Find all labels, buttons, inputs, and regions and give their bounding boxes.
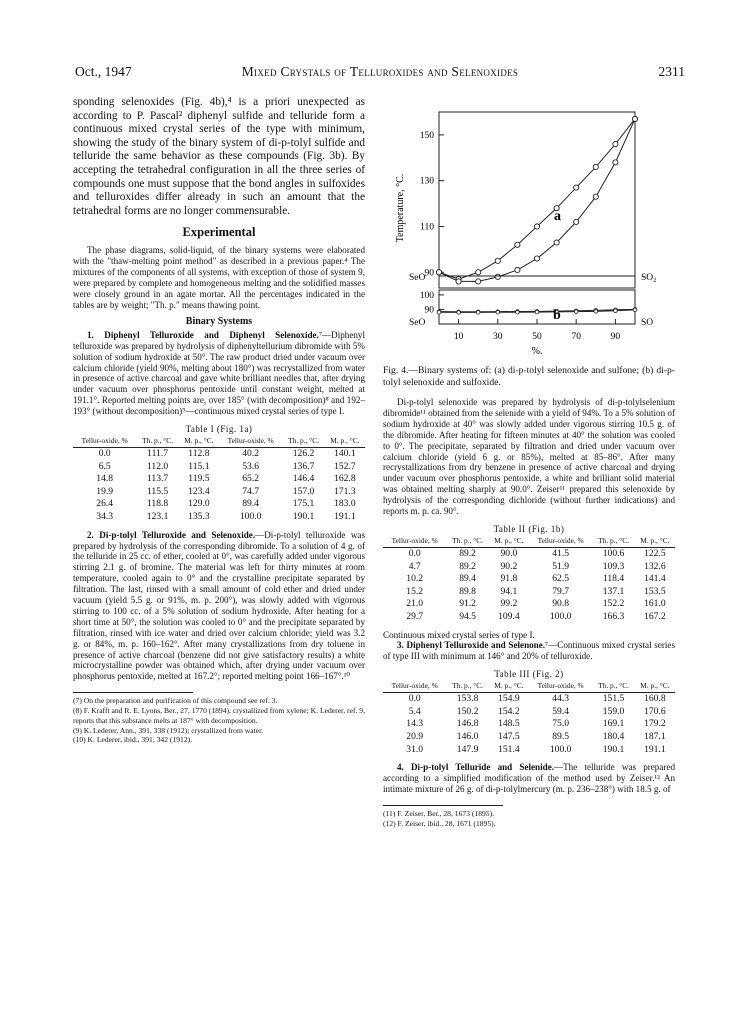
table-row [383, 718, 675, 731]
table-cell: 44.3 [552, 693, 570, 705]
table-cell: 146.0 [456, 731, 479, 743]
table-cell: 51.9 [552, 560, 570, 572]
table-header-row [383, 537, 675, 548]
table-row [383, 586, 675, 599]
data-point [516, 310, 520, 314]
data-point [574, 185, 579, 190]
table-row [383, 561, 675, 574]
data-point [534, 256, 539, 261]
table-3-caption: Table III (Fig. 2) [494, 669, 564, 680]
table-cell: 147.9 [456, 743, 479, 755]
table-cell: 10.2 [406, 573, 424, 585]
footnote: (9) K. Lederer, Ann., 391, 338 (1912); crystallized from water. [73, 725, 264, 735]
page-number: 2311 [658, 64, 685, 79]
data-point [535, 310, 539, 314]
table-cell: 183.0 [334, 498, 356, 510]
table-2-note: Continuous mixed crystal series of type I. [383, 629, 535, 640]
table-cell: 89.2 [459, 547, 476, 559]
table-cell: 112.8 [188, 448, 210, 460]
table-cell: 136.7 [292, 460, 315, 472]
footnote: (11) F. Zeiser, Ber., 28, 1673 (1895). [383, 808, 495, 818]
section-1 [73, 330, 365, 417]
header-title: Mixed Crystals of Telluroxides and Selenoxides [241, 64, 519, 79]
x-tick-label: 10 [453, 332, 464, 342]
column-header: Th. p., °C. [592, 682, 634, 693]
data-point [437, 310, 441, 314]
table-cell: 19.9 [96, 485, 114, 497]
data-point [593, 164, 598, 169]
data-point [632, 116, 637, 121]
table-cell: 118.4 [602, 573, 625, 585]
column-header: Th. p., °C. [592, 537, 634, 548]
section-4-body: —The telluride was prepared according to a simplified modification of the method used by Zeiser.¹² An intimate mixture of 26 g. of di-p-tolylmercury (m. p. 236–238°) with 18.5 g. of [383, 762, 675, 795]
table-cell: 0.0 [98, 448, 111, 460]
table-cell: 152.7 [334, 460, 356, 472]
table-cell: 90.2 [500, 560, 518, 572]
data-point [534, 224, 539, 229]
table-cell: 26.4 [96, 498, 114, 510]
data-point [574, 219, 579, 224]
table-cell: 65.2 [242, 473, 260, 485]
table-row [73, 448, 365, 461]
table-cell: 153.5 [644, 585, 666, 597]
x-tick-label: 90 [610, 332, 621, 342]
table-cell: 154.9 [498, 693, 520, 705]
table-cell: 141.4 [644, 573, 666, 585]
x-tick-label: 30 [493, 332, 503, 342]
right-column [383, 96, 675, 829]
table-cell: 34.3 [96, 511, 114, 522]
table-cell: 79.7 [552, 585, 570, 597]
table-row [73, 498, 365, 511]
table-cell: 175.1 [292, 498, 315, 510]
table-cell: 90.8 [552, 598, 570, 610]
section-1-title: 1. Diphenyl Telluroxide and Diphenyl Selenoxide. [87, 329, 319, 340]
y-tick-label: 110 [420, 222, 434, 233]
figure-caption: Fig. 4.—Binary systems of: (a) di-p-tolyl selenoxide and sulfone; (b) di-p-tolyl selenoxide and sulfoxide. [383, 365, 675, 388]
table-cell: 169.1 [602, 718, 625, 730]
table-header-row [73, 437, 365, 448]
table-cell: 153.8 [456, 693, 479, 705]
y-tick-label: 100 [419, 290, 434, 301]
data-point [593, 194, 598, 199]
table-cell: 89.2 [459, 560, 476, 572]
table-cell: 111.7 [147, 448, 169, 460]
table-cell: 89.4 [242, 498, 260, 510]
table-cell: 157.0 [292, 485, 315, 497]
table-row [73, 486, 365, 499]
table-cell: 160.8 [644, 693, 666, 705]
section-4 [383, 762, 675, 795]
selenoxide-paragraph: Di-p-tolyl selenoxide was prepared by hydrolysis of di-p-tolylselenium dibromide¹¹ obtained from the selenide with a yield of 94%. To a 5% solution of sodium hydroxide at 40° was slowly added under vigorous stirring 10.5 g. of the dibromide. After heating for fifteen minutes at 40° the solution was cooled to 0°. The precipitate, separated by filtration and dried under vacuum over calcium chloride (yield 6 g. or 85%), melted at 85–86°. After many recrystallizations from dry benzene in presence of active charcoal and drying under vacuum over phosphorus pentoxide, a white and brilliant solid material was obtained melting sharply at 90.0°. Zeiser¹¹ prepared this selenoxide by hydrolysis of the corresponding dichloride (without further indications) and reports m. p. ca. 90°. [383, 397, 675, 517]
table-cell: 152.2 [602, 598, 625, 610]
table-cell: 40.2 [242, 448, 260, 460]
table-cell: 100.6 [602, 547, 625, 559]
table-1-caption: Table I (Fig. 1a) [185, 424, 253, 435]
label-seo-bottom: SeO [409, 318, 426, 328]
table-cell: 99.2 [500, 598, 518, 610]
label-so: SO [641, 318, 654, 328]
table-row [383, 598, 675, 611]
table-cell: 109.3 [602, 560, 625, 572]
data-point [476, 311, 480, 315]
section-1-ref: ⁷— [318, 329, 332, 340]
table-cell: 191.1 [334, 511, 356, 522]
table-cell: 90.0 [500, 547, 518, 559]
table-cell: 62.5 [552, 573, 570, 585]
table-cell: 150.2 [456, 705, 479, 717]
table-cell: 123.4 [188, 485, 210, 497]
column-header: M. p., °C. [635, 537, 675, 548]
table-cell: 14.8 [96, 473, 114, 485]
footnote-rule [73, 692, 193, 693]
column-header: Tellur-oxide, % [529, 537, 592, 548]
table-cell: 91.2 [459, 598, 476, 610]
data-point [476, 270, 481, 275]
table-cell: 94.5 [459, 610, 476, 622]
section-4-title: 4. Di-p-tolyl Telluride and Selenide. [397, 762, 555, 773]
header-date: Oct., 1947 [75, 64, 132, 79]
table-cell: 132.6 [644, 560, 666, 572]
table-cell: 162.8 [334, 473, 356, 485]
footnote-rule [383, 805, 503, 806]
x-tick-label: 70 [571, 332, 581, 342]
column-header: M. p., °C. [489, 537, 529, 548]
label-curve-b: b [553, 308, 561, 323]
table-cell: 74.7 [242, 485, 260, 497]
section-3 [383, 640, 675, 662]
y-tick-label: 150 [419, 130, 434, 141]
table-cell: 166.3 [602, 610, 625, 622]
x-ticks [454, 319, 621, 342]
column-header: M. p., °C. [489, 682, 529, 693]
table-cell: 146.4 [292, 473, 315, 485]
table-cell: 14.3 [406, 718, 424, 730]
footnotes-right [383, 809, 675, 829]
footnote: (10) K. Lederer, ibid., 391, 342 (1912). [73, 735, 193, 745]
table-cell: 91.8 [500, 573, 518, 585]
data-point [613, 160, 618, 165]
table-cell: 129.0 [188, 498, 210, 510]
table-cell: 119.5 [188, 473, 210, 485]
table-cell: 171.3 [334, 485, 356, 497]
table-cell: 170.6 [644, 705, 666, 717]
table-cell: 59.4 [552, 705, 570, 717]
column-header: Th. p., °C. [282, 437, 324, 448]
table-cell: 0.0 [408, 547, 421, 559]
table-cell: 115.5 [146, 485, 169, 497]
table-row [383, 611, 675, 624]
data-point [594, 310, 598, 314]
data-point [457, 311, 461, 315]
experimental-paragraph: The phase diagrams, solid-liquid, of the binary systems were elaborated with the "thaw-melting point method" as described in a previous paper.⁴ The mixtures of the components of all systems, with exception of those of system 9, were prepared by complete and homogeneous melting and the solidified masses were closely ground in an agate mortar. All the percentages indicated in the tables are by weight; "Th. p." means thawing point. [73, 245, 365, 310]
table-cell: 147.5 [498, 731, 520, 743]
table-cell: 151.5 [602, 693, 625, 705]
section-2-body: —Di-p-tolyl telluroxide was prepared by hydrolysis of the corresponding dibromide. To a solution of 4 g. of the telluride in 25 cc. of ether, cooled at 0°, was carefully added under vigorous stirring 2.1 g. of bromine. The material was left for thirty minutes at room temperature, cooled again to 0° and the crystalline precipitate separated by filtration. The last, rinsed with a small amount of cold ether and dried under vacuum (yield 5.5 g. or 91%, m. p. 200°), was slowly added with vigorous stirring to 100 cc. of a 5% solution of sodium hydroxide. After heating for a short time at 50°, the solution was cooled to 0° and the precipitate separated by filtration, rinsed with ice water and dried over calcium chloride; yield was 3.2 g. or 84%, m. p. 160–162°. After many crystallizations from dry toluene in presence of active charcoal (benzene did not give satisfactory results) a white microcrystalline powder was obtained which, after drying under vacuum over phosphorus pentoxide, melted at 167.2°; reported melting point 166–167°.¹⁰ [73, 529, 365, 682]
table-cell: 161.0 [644, 598, 666, 610]
table-row [73, 511, 365, 524]
section-1-body: Diphenyl telluroxide was prepared by hydrolysis of diphenyltellurium dibromide with 5% solution of sodium hydroxide at 50°. The raw product dried under vacuum over calcium chloride (yield 90%, melting about 180°) was recrystallized from water in presence of active charcoal and gave white brilliant needles that, after drying under vacuum over phosphorus pentoxide until constant weight, melted at 191.1°. Reported melting points are, over 185° (with decomposition)⁸ and 192–193° (without decomposition)⁹—continuous mixed crystal series of type I. [73, 329, 365, 417]
data-point [574, 310, 578, 314]
data-point [515, 242, 520, 247]
data-point [436, 270, 441, 275]
intro-paragraph: sponding selenoxides (Fig. 4b),⁴ is a priori unexpected as according to P. Pascal² diphenyl sulfide and telluride form a continuous mixed crystal series of the type with minimum, showing the study of the binary system of di-p-tolyl sulfide and telluride the same behavior as these compounds (Fig. 3b). By accepting the tetrahedral configuration in all the three series of compounds one must suppose that the bond angles in sulfoxides and telluroxides differ already in such an amount that the tetrahedral forms are no longer commensurable. [73, 96, 365, 217]
x-tick-label: 50 [532, 332, 542, 342]
table-cell: 118.8 [146, 498, 169, 510]
column-header: Tellur-oxide, % [73, 437, 136, 448]
table-row [73, 473, 365, 486]
table-cell: 89.8 [459, 585, 476, 597]
table-cell: 190.1 [292, 511, 315, 522]
data-point [515, 267, 520, 272]
table-cell: 137.1 [602, 585, 625, 597]
data-point [554, 240, 559, 245]
table-cell: 122.5 [644, 547, 666, 559]
table-cell: 89.4 [459, 573, 476, 585]
upper-plot-frame [439, 112, 635, 288]
data-point [496, 310, 500, 314]
table-cell: 179.2 [644, 718, 666, 730]
table-header-row [383, 682, 675, 693]
data-point [456, 279, 461, 284]
footnotes-left [73, 696, 365, 745]
column-header: Th. p., °C. [446, 682, 488, 693]
table-cell: 29.7 [406, 610, 424, 622]
column-header: M. p., °C. [325, 437, 365, 448]
table-row [383, 744, 675, 757]
table-cell: 135.3 [188, 511, 210, 522]
left-column [73, 96, 365, 745]
column-header: Tellur-oxide, % [383, 537, 446, 548]
table-cell: 109.4 [498, 610, 520, 622]
section-3-title: 3. Diphenyl Telluroxide and Selenone. [397, 640, 546, 651]
table-cell: 113.7 [146, 473, 169, 485]
label-curve-a: a [554, 209, 561, 224]
column-header: Tellur-oxide, % [383, 682, 446, 693]
table-cell: 146.8 [456, 718, 479, 730]
table-cell: 100.0 [239, 511, 262, 522]
table-cell: 115.1 [188, 460, 210, 472]
table-cell: 123.1 [146, 511, 169, 522]
table-cell: 159.0 [602, 705, 625, 717]
table-cell: 126.2 [292, 448, 315, 460]
footnote: (7) On the preparation and purification of this compound see ref. 3. [73, 696, 278, 706]
table-cell: 0.0 [408, 693, 421, 705]
footnote: (12) F. Zeiser, ibid., 28, 1671 (1895). [383, 818, 496, 828]
binary-systems-heading: Binary Systems [185, 315, 253, 327]
section-2-title: 2. Di-p-tolyl Telluroxide and Selenoxide. [87, 529, 256, 540]
label-so2: SO₂ [641, 273, 657, 283]
table-cell: 191.1 [644, 743, 666, 755]
section-3-body: ⁷—Continuous mixed crystal series of type III with minimum at 146° and 20% of telluroxide. [383, 640, 675, 662]
table-cell: 6.5 [98, 460, 111, 472]
data-point [633, 308, 637, 312]
table-3 [383, 682, 675, 756]
series-group [436, 116, 637, 314]
table-cell: 4.7 [408, 560, 421, 572]
table-cell: 31.0 [406, 743, 424, 755]
x-axis-label: %. [531, 346, 543, 357]
table-cell: 100.0 [549, 743, 572, 755]
table-row [383, 693, 675, 706]
table-cell: 5.4 [408, 705, 421, 717]
column-header: Tellur-oxide, % [219, 437, 282, 448]
table-row [383, 547, 675, 560]
table-cell: 53.6 [242, 460, 260, 472]
table-cell: 15.2 [406, 585, 424, 597]
table-cell: 75.0 [552, 718, 570, 730]
column-header: Th. p., °C. [446, 537, 488, 548]
table-cell: 21.0 [406, 598, 424, 610]
footnote: (8) F. Krafft and R. E. Lyons, Ber., 27, 1770 (1894), crystallized from xylene; K. Lederer, ref. 9, reports that this substance melts at 187° with decomposition. [73, 706, 365, 725]
table-cell: 112.0 [146, 460, 169, 472]
data-point [614, 309, 618, 313]
y-tick-label: 90 [424, 305, 434, 316]
table-cell: 140.1 [334, 448, 356, 460]
y-tick-label: 130 [419, 176, 434, 187]
lower-plot-frame [439, 290, 635, 324]
running-header [75, 64, 685, 82]
upper-y-ticks [420, 131, 444, 278]
table-cell: 190.1 [602, 743, 625, 755]
table-1 [73, 437, 365, 524]
data-point [495, 258, 500, 263]
data-point [476, 279, 481, 284]
data-point [613, 141, 618, 146]
table-row [383, 573, 675, 586]
table-cell: 148.5 [498, 718, 520, 730]
table-cell: 180.4 [602, 731, 625, 743]
label-seo-top: SeO [409, 273, 426, 283]
table-row [73, 461, 365, 474]
column-header: M. p., °C. [635, 682, 675, 693]
column-header: M. p., °C. [179, 437, 219, 448]
y-axis-label: Temperature, °C. [395, 173, 406, 243]
figure-4-chart [383, 96, 675, 358]
table-2-caption: Table II (Fig. 1b) [493, 523, 565, 534]
section-2 [73, 530, 365, 683]
data-point [495, 274, 500, 279]
table-row [383, 706, 675, 719]
table-row [383, 731, 675, 744]
table-cell: 151.4 [498, 743, 520, 755]
y-tick-label: 90 [424, 268, 434, 279]
table-cell: 94.1 [500, 585, 518, 597]
table-cell: 89.5 [552, 731, 570, 743]
table-cell: 167.2 [644, 610, 666, 622]
table-cell: 154.2 [498, 705, 520, 717]
experimental-heading: Experimental [182, 225, 256, 240]
table-cell: 20.9 [406, 731, 424, 743]
table-cell: 187.1 [644, 731, 666, 743]
series-line [439, 119, 635, 279]
column-header: Tellur-oxide, % [529, 682, 592, 693]
table-cell: 41.5 [552, 547, 570, 559]
column-header: Th. p., °C. [136, 437, 178, 448]
table-cell: 100.0 [549, 610, 572, 622]
table-2 [383, 537, 675, 624]
